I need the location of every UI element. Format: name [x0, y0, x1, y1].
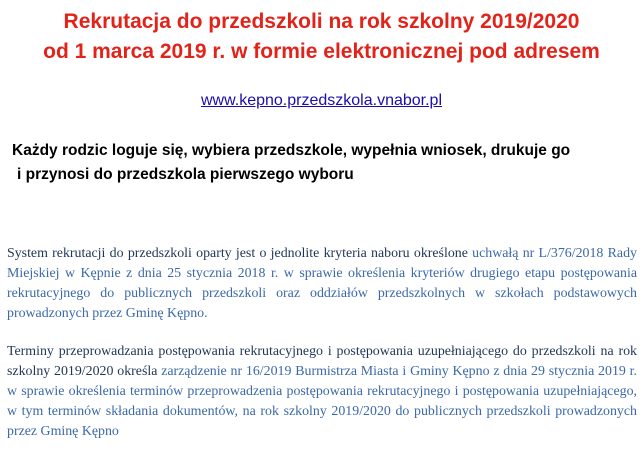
- paragraph-schedule-text: Terminy przeprowadzania postępowania rekrutacyjnego i postępowania uzupełniającego do przedszkoli na rok szkolny 2019/2020 określa: [7, 344, 637, 379]
- resolution-link[interactable]: uchwałą nr L/376/2018 Rady Miejskiej w Kępnie z dnia 25 stycznia 2018 r. w sprawie określenia kryteriów drugiego etapu postępowania rekrutacyjnego do publicznych przedszkoli oraz oddziałów przedszkolnych w szkołach podstawowych prowadzonych przez Gminę Kępno.: [7, 246, 637, 321]
- ordinance-link[interactable]: zarządzenie nr 16/2019 Burmistrza Miasta i Gminy Kępno z dnia 29 stycznia 2019 r. w sprawie określenia terminów przeprowadzenia postępowania rekrutacyjnego i postępowania uzupełniającego, w tym terminów składania dokumentów, na rok szkolny 2019/2020 do publicznych przedszkoli prowadzonych przez Gminę Kępno: [7, 364, 637, 439]
- paragraph-criteria-text: System rekrutacji do przedszkoli oparty jest o jednolite kryteria naboru określone: [7, 246, 473, 261]
- lead-text-line-2: i przynosi do przedszkola pierwszego wyboru: [17, 166, 354, 183]
- registration-url-link[interactable]: www.kepno.przedszkola.vnabor.pl: [200, 92, 443, 109]
- paragraph-schedule: [7, 342, 637, 442]
- heading-line-2: od 1 marca 2019 r. w formie elektronicznej pod adresem: [43, 40, 600, 63]
- paragraph-criteria: [7, 244, 637, 324]
- heading-line-1: Rekrutacja do przedszkoli na rok szkolny 2019/2020: [63, 10, 580, 33]
- lead-text-line-1: Każdy rodzic loguje się, wybiera przedszkole, wypełnia wniosek, drukuje go: [12, 142, 571, 159]
